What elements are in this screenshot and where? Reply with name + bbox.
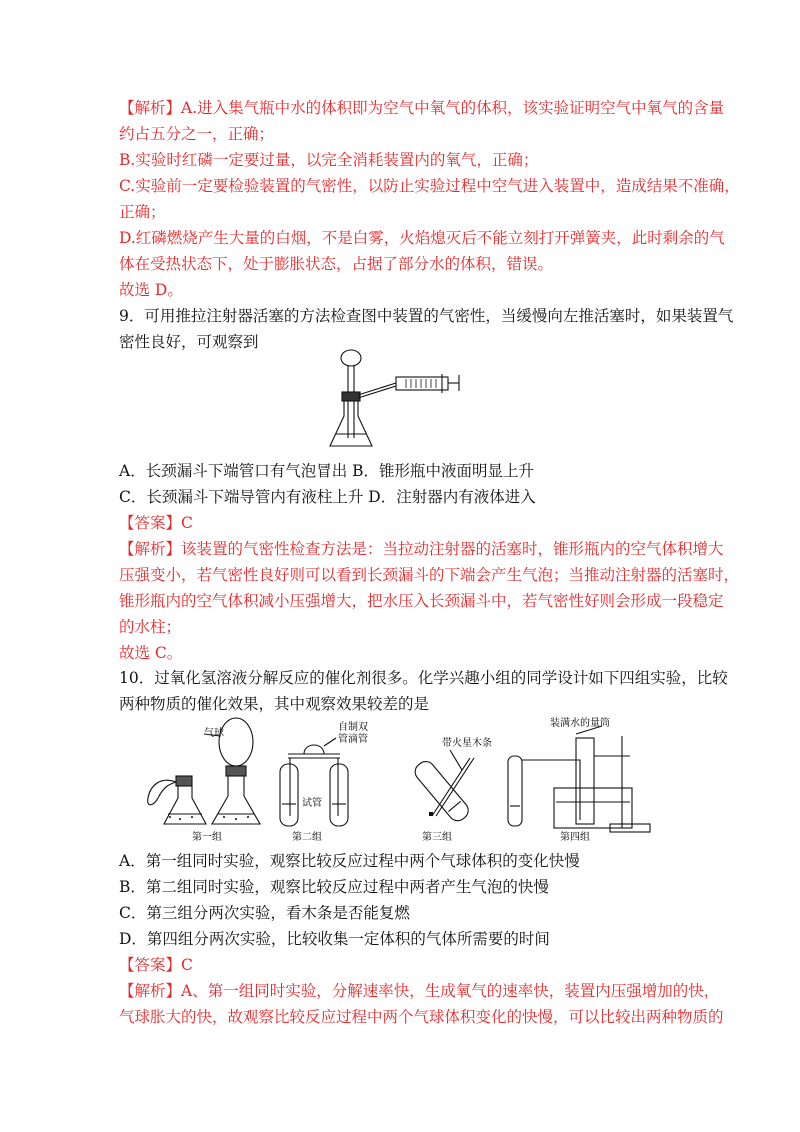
q9-answer: 【答案】C: [119, 514, 193, 532]
q8-conclusion: 故选 D。: [119, 281, 183, 299]
q9-options-line1: A．长颈漏斗下端管口有气泡冒出 B．锥形瓶中液面明显上升: [119, 462, 535, 480]
q8-analysis-c-line2: 正确；: [119, 203, 166, 221]
q9-conclusion: 故选 C。: [119, 644, 183, 662]
q10-label-dropper-line2: 管滴管: [338, 734, 368, 745]
q10-label-group3: 第三组: [422, 832, 452, 843]
q10-four-groups-figure: [140, 716, 680, 844]
q9-analysis-line4: 的水柱；: [119, 618, 182, 636]
q10-label-cylinder: 装满水的量筒: [550, 718, 610, 729]
q8-analysis-c-line1: C.实验前一定要检验装置的气密性，以防止实验过程中空气进入装置中，造成结果不准确，: [119, 177, 740, 195]
q8-analysis-b: B.实验时红磷一定要过量，以完全消耗装置内的氧气，正确；: [119, 151, 539, 169]
q9-analysis-line3: 锥形瓶内的空气体积减小压强增大，把水压入长颈漏斗中，若气密性好则会形成一段稳定: [119, 592, 724, 610]
q10-analysis-line1: 【解析】A、第一组同时实验，分解速率快，生成氧气的速率快，装置内压强增加的快，: [119, 982, 720, 1000]
q10-option-c: C．第三组分两次实验，看木条是否能复燃: [119, 904, 410, 922]
q10-stem-line1: 10．过氧化氢溶液分解反应的催化剂很多。化学兴趣小组的同学设计如下四组实验，比较: [119, 669, 728, 687]
q10-option-a: A．第一组同时实验，观察比较反应过程中两个气球体积的变化快慢: [119, 852, 580, 870]
q10-label-group4: 第四组: [560, 832, 590, 843]
q8-analysis-d-line2: 体在受热状态下，处于膨胀状态，占据了部分水的体积，错误。: [119, 255, 554, 273]
q10-stem-line2: 两种物质的催化效果，其中观察效果较差的是: [119, 695, 430, 713]
q9-analysis-line2: 压强变小，若气密性良好则可以看到长颈漏斗的下端会产生气泡；当推动注射器的活塞时，: [119, 566, 740, 584]
q10-label-balloon: 气球: [204, 728, 224, 739]
q10-label-test-tube: 试管: [302, 798, 322, 809]
q9-stem-line1: 9．可用推拉注射器活塞的方法检查图中装置的气密性，当缓慢向左推活塞时，如果装置气: [119, 307, 734, 325]
q8-analysis-a-line2: 约占五分之一，正确；: [119, 125, 275, 143]
q8-analysis-d-line1: D.红磷燃烧产生大量的白烟，不是白雾，火焰熄灭后不能立刻打开弹簧夹，此时剩余的气: [119, 229, 725, 247]
q10-label-dropper-line1: 自制双: [338, 722, 368, 733]
q10-option-b: B．第二组同时实验，观察比较反应过程中两者产生气泡的快慢: [119, 878, 549, 896]
q10-answer: 【答案】C: [119, 956, 193, 974]
q8-analysis-a-line1: 【解析】A.进入集气瓶中水的体积即为空气中氧气的体积，该实验证明空气中氧气的含量: [119, 99, 725, 117]
q10-label-splint: 带火星木条: [442, 738, 492, 749]
q10-option-d: D．第四组分两次实验，比较收集一定体积的气体所需要的时间: [119, 930, 550, 948]
q10-label-group1: 第一组: [192, 832, 222, 843]
q10-label-group2: 第二组: [292, 832, 322, 843]
q9-apparatus-figure: [326, 346, 466, 454]
q10-analysis-line2: 气球胀大的快，故观察比较反应过程中两个气球体积变化的快慢，可以比较出两种物质的: [119, 1008, 724, 1026]
q9-stem-line2: 密性良好，可观察到: [119, 333, 259, 351]
q9-analysis-line1: 【解析】该装置的气密性检查方法是：当拉动注射器的活塞时，锥形瓶内的空气体积增大: [119, 540, 724, 558]
q9-options-line2: C．长颈漏斗下端导管内有液柱上升 D．注射器内有液体进入: [119, 488, 536, 506]
